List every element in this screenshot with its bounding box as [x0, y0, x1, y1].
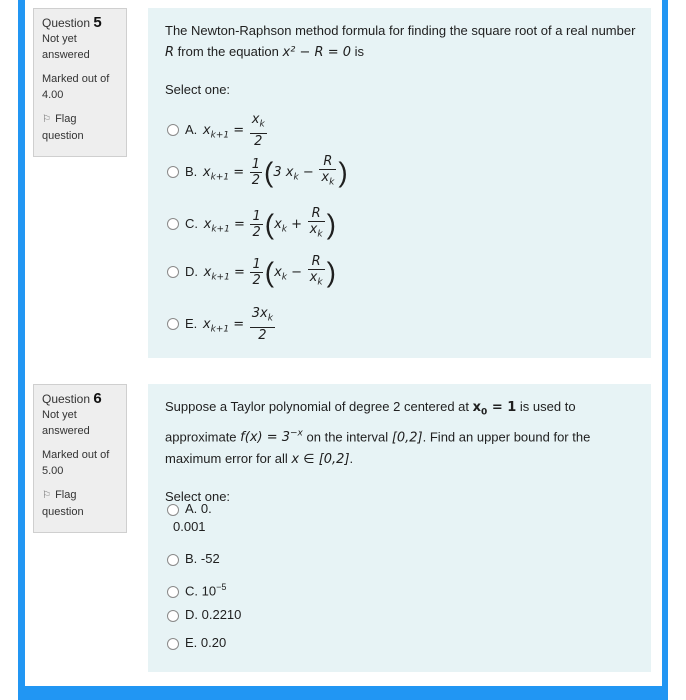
flag-label: Flag question: [42, 489, 84, 518]
func-sup: −x: [290, 428, 303, 439]
frac-den: 2: [251, 172, 261, 188]
frac-den-sub: k: [317, 277, 323, 288]
question-5-flag[interactable]: [42, 111, 119, 144]
fraction: [308, 254, 325, 291]
option-letter: C.: [185, 216, 198, 232]
lhs-var: x: [203, 264, 212, 280]
q-text-part: on the interval: [306, 428, 389, 444]
question-6-number: [42, 391, 119, 407]
frac-num: R: [308, 206, 325, 222]
option-5a[interactable]: [167, 112, 269, 149]
operator: −: [291, 264, 303, 280]
flag-icon: ⚐: [42, 114, 51, 125]
question-5-marked: Marked out of 4.00: [42, 73, 110, 101]
frac-den: x: [309, 222, 318, 237]
q-text-part: is used to approximate: [165, 399, 576, 444]
math-lhs: $x_{k+1}$ =: [202, 164, 245, 183]
question-number: 6: [93, 390, 102, 407]
q-text-part: Suppose a Taylor polynomial of degree 2 centered at: [165, 399, 470, 414]
lhs-var: x: [202, 316, 211, 332]
fraction: [250, 112, 267, 149]
radio-button[interactable]: [167, 504, 179, 516]
radio-button[interactable]: [167, 638, 179, 650]
option-letter: A.: [185, 122, 198, 138]
frac-num: R: [308, 254, 325, 270]
paren-close: ): [326, 208, 336, 240]
frac-num: 1: [251, 156, 261, 172]
inner-term: [274, 216, 303, 235]
fraction: [319, 154, 336, 191]
option-value: 0.2210: [201, 607, 242, 622]
question-5-status: Not yet answered: [42, 33, 90, 61]
frac-num-sub: k: [267, 313, 273, 324]
question-5-info: [33, 8, 127, 157]
frac-den: 2: [254, 133, 263, 149]
option-value: 10: [201, 583, 217, 599]
math-func: [240, 430, 303, 445]
paren-open: (: [264, 208, 275, 240]
x0-val: = 1: [491, 400, 517, 415]
x0-var: x: [472, 400, 482, 415]
radio-button[interactable]: [167, 586, 179, 598]
frac-num: 1: [252, 256, 261, 272]
fraction: [250, 306, 275, 343]
math-lhs: $x_{k+1}$ =: [203, 264, 245, 283]
frac-den-sub: k: [329, 177, 335, 188]
inner-x: x: [274, 264, 282, 280]
q-text-part: . Find an upper bound for the maximum error for all: [165, 428, 591, 466]
option-5b[interactable]: [167, 154, 348, 191]
frac-den: 2: [258, 327, 267, 343]
option-value: 0.20: [200, 635, 227, 650]
question-number: 5: [93, 14, 102, 31]
lhs-var: x: [202, 164, 211, 180]
select-one-label: Select one:: [165, 82, 231, 97]
question-6-status: Not yet answered: [42, 409, 90, 437]
math-x0: [472, 400, 517, 418]
math-lhs: $x_{k+1}$ =: [202, 122, 245, 141]
paren-close: ): [326, 256, 336, 288]
radio-button[interactable]: [167, 554, 179, 566]
option-letter: E.: [185, 316, 198, 332]
func-expr: f(x) = 3: [240, 429, 291, 445]
radio-button[interactable]: [167, 166, 179, 178]
lhs-sub: k+1: [211, 272, 230, 283]
option-6e[interactable]: [167, 634, 226, 652]
fraction: [250, 257, 262, 288]
frac-num-sub: k: [259, 119, 265, 130]
operator: −: [302, 164, 314, 180]
question-5-content: [148, 8, 651, 358]
lhs-sub: k+1: [210, 172, 230, 183]
radio-button[interactable]: [167, 124, 179, 136]
inner-term: [274, 264, 303, 283]
option-letter: B.: [185, 164, 198, 180]
radio-button[interactable]: [167, 318, 179, 330]
question-6-content: [148, 384, 651, 672]
option-value: -52: [200, 551, 220, 566]
math-lhs: $x_{k+1}$ =: [202, 316, 245, 335]
q-text-part: from the equation: [177, 44, 279, 59]
option-letter: D.: [185, 607, 198, 622]
inner-x: x: [274, 216, 282, 232]
radio-button[interactable]: [167, 610, 179, 622]
q-text-part: is: [354, 44, 365, 59]
frac-num: 3x: [251, 306, 268, 321]
question-6-flag[interactable]: [42, 487, 119, 520]
option-5e[interactable]: [167, 306, 277, 343]
frac-den: x: [309, 270, 318, 285]
select-one-label: Select one:: [165, 488, 231, 504]
option-letter: A.: [185, 501, 198, 516]
frac-num: x: [251, 112, 260, 127]
option-6c[interactable]: [167, 578, 226, 600]
option-sup: −5: [216, 582, 227, 592]
inner-coef: 3: [273, 164, 282, 180]
option-6b[interactable]: [167, 550, 220, 568]
fraction: [250, 209, 262, 240]
question-6-marked: Marked out of 5.00: [42, 449, 110, 477]
inner-term: [273, 164, 314, 183]
lhs-sub: k+1: [210, 130, 230, 141]
frac-den: 2: [252, 224, 261, 240]
paren-open: (: [264, 156, 274, 188]
operator: +: [291, 216, 303, 232]
question-label: Question: [42, 392, 91, 406]
flag-label: Flag question: [42, 113, 84, 142]
question-5-number: [42, 15, 119, 31]
paren-close: ): [338, 156, 348, 188]
math-interval: [0,2]: [391, 429, 423, 445]
flag-icon: ⚐: [42, 490, 51, 501]
q-text-part: .: [349, 450, 354, 466]
question-label: Question: [42, 16, 91, 30]
lhs-var: x: [203, 216, 212, 232]
math-var: R: [165, 45, 175, 60]
math-equation: x² − R = 0: [282, 45, 352, 60]
option-value: 0.: [200, 501, 212, 516]
option-letter: D.: [185, 264, 198, 280]
option-value-cont: 0.001: [173, 519, 206, 534]
fraction: [308, 206, 325, 243]
frac-num: 1: [252, 208, 261, 224]
option-5c[interactable]: [167, 206, 336, 243]
math-lhs: $x_{k+1}$ =: [203, 216, 245, 235]
option-6d[interactable]: [167, 606, 241, 624]
frac-den-sub: k: [317, 229, 323, 240]
question-6-info: [33, 384, 127, 533]
option-5d[interactable]: [167, 254, 336, 291]
inner-sub: k: [281, 272, 287, 283]
option-letter: E.: [185, 635, 198, 650]
question-5-text: [165, 20, 637, 63]
frac-den: 2: [252, 272, 261, 288]
inner-sub: k: [293, 172, 299, 183]
frac-den: x: [321, 170, 330, 185]
radio-button[interactable]: [167, 266, 179, 278]
option-letter: C.: [185, 583, 198, 599]
radio-button[interactable]: [167, 218, 179, 230]
x0-sub: 0: [481, 407, 488, 418]
q-text-part: The Newton-Raphson method formula for finding the square root of a real number: [165, 23, 636, 38]
lhs-sub: k+1: [211, 224, 230, 235]
question-6-text: [165, 396, 637, 470]
option-6a[interactable]: [167, 500, 212, 536]
frac-num: R: [319, 154, 336, 170]
fraction: [250, 157, 262, 188]
lhs-sub: k+1: [210, 324, 230, 335]
lhs-var: x: [202, 122, 211, 138]
inner-x: x: [285, 164, 294, 180]
paren-open: (: [264, 256, 275, 288]
option-letter: B.: [185, 551, 198, 566]
math-domain: x ∈ [0,2]: [291, 451, 350, 467]
inner-sub: k: [281, 224, 287, 235]
